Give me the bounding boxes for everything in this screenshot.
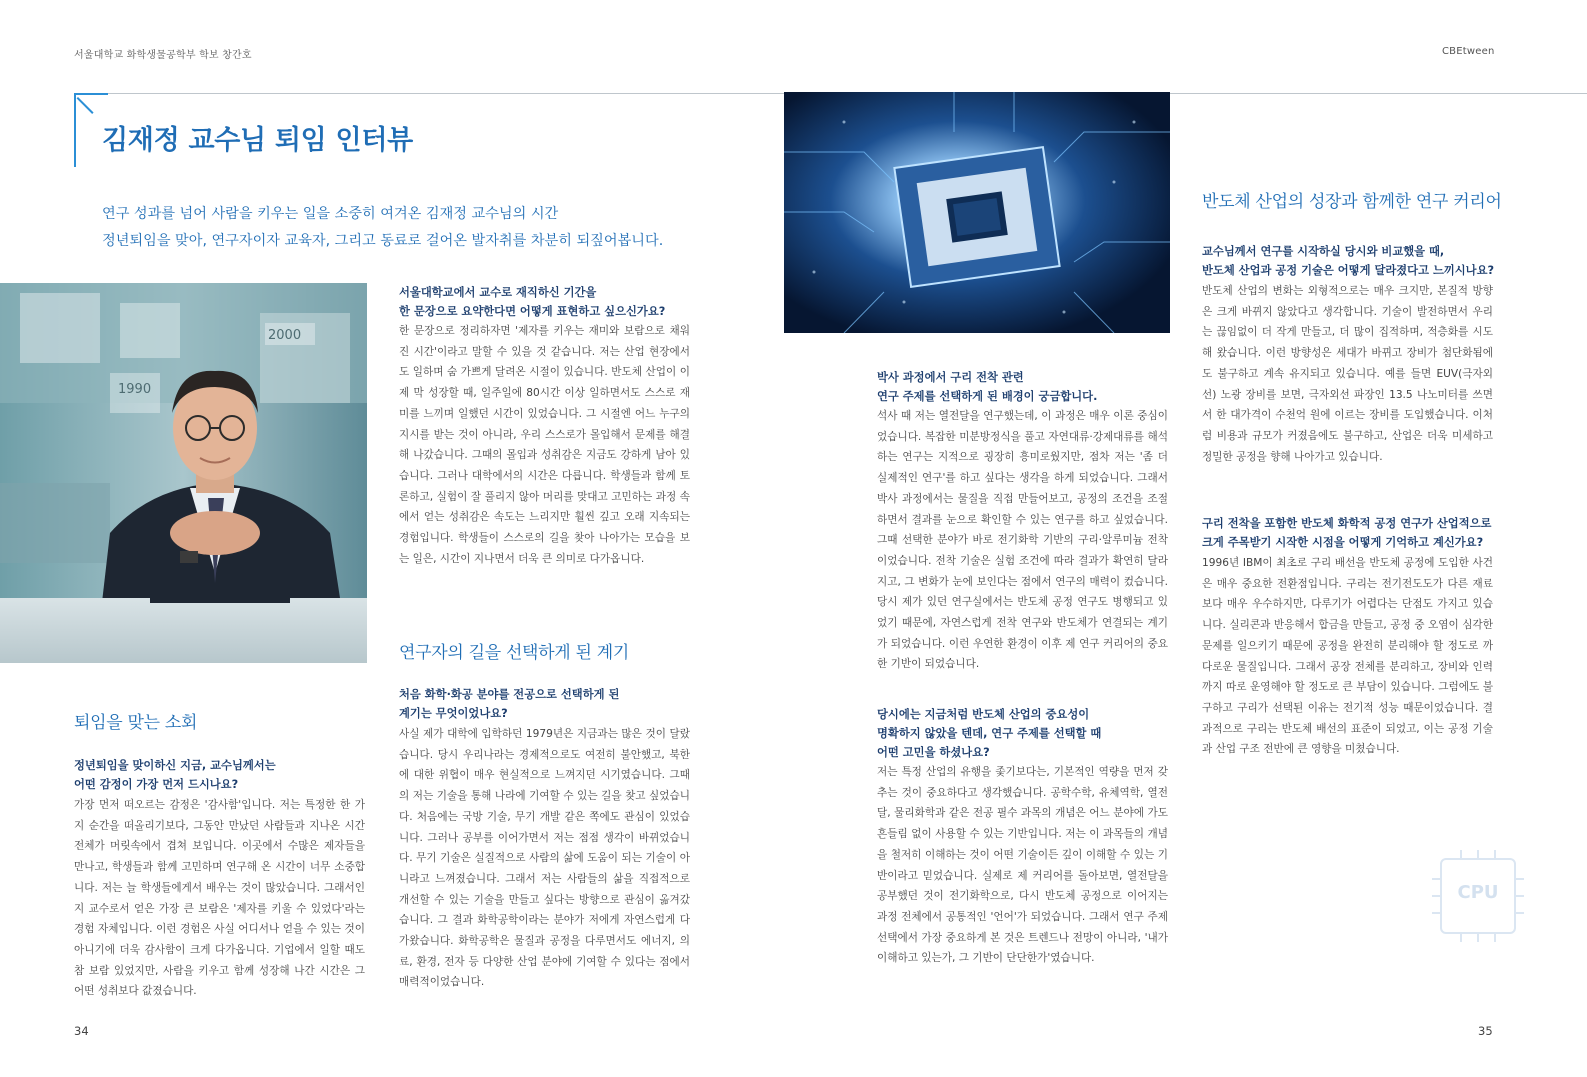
running-header-left: 서울대학교 화학생물공학부 학보 창간호 <box>74 50 252 61</box>
header-rule-left <box>90 93 784 94</box>
answer-retire: 가장 먼저 떠오르는 감정은 '감사함'입니다. 저는 특정한 한 가지 순간을 떠올리기보다, 그동안 만났던 사람들과 지나온 시간 전체가 머릿속에서 겹쳐 보입니다. 이곳에서 수많은 제자들을 만나고, 학생들과 함께 고민하며 연구해 온 시간이 너무 소중합니다. 저는 늘 학생들에게서 배우는 것이 많았습니다. 그래서인지 교수로서 얻은 가장 큰 보람은 '제자를 키울 수 있었다'라는 경험 자체입니다. 이런 경험은 사실 어디서나 얻을 수 있는 것이 아니기에 더욱 감사함이 크게 다가옵니다. 기업에서 일할 때도 참 보람 있었지만, 사람을 키우고 함께 성장해 나간 시간은 그 어떤 성취보다 값졌습니다. <box>74 799 365 998</box>
wall-sign-2000: 2000 <box>268 328 302 343</box>
question-importance: 당시에는 지금처럼 반도체 산업의 중요성이 명확하지 않았을 텐데, 연구 주제를 선택할 때 어떤 고민을 하셨나요? <box>877 708 1102 759</box>
semiconductor-chip-image <box>784 92 1170 333</box>
page-number-left: 34 <box>74 1024 89 1038</box>
answer-ibm: 1996년 IBM이 최초로 구리 배선을 반도체 공정에 도입한 사건은 매우 중요한 전환점입니다. 구리는 전기전도도가 다른 재료보다 매우 우수하지만, 다루기가 어렵다는 단점도 가지고 있습니다. 실리콘과 반응해서 합금을 만들고, 공정 중 오염이 심각한 문제를 일으키기 때문에 공정을 완전히 분리해야 할 정도로 까다로운 물질입니다. 그래서 공장 전체를 분리하고, 장비와 인력까지 따로 운영해야 할 정도로 큰 부담이 있습니다. 그럼에도 불구하고 구리가 선택된 이유는 전기적 성능 때문이었습니다. 결과적으로 구리는 반도체 배선의 표준이 되었고, 이는 공정 기술과 산업 구조 전반에 큰 영향을 미쳤습니다. <box>1202 557 1493 756</box>
answer-importance: 저는 특정 산업의 유행을 좇기보다는, 기본적인 역량을 먼저 갖추는 것이 중요하다고 생각했습니다. 공학수학, 유체역학, 열전달, 물리화학과 같은 전공 필수 과목의 개념은 어느 분야에 가도 흔들림 없이 사용할 수 있는 기반입니다. 저는 이 과목들의 개념을 철저히 이해하는 것이 어떤 기술이든 깊이 이해할 수 있는 기반이라고 믿었습니다. 실제로 제 커리어를 돌아보면, 열전달을 공부했던 것이 전기화학으로, 다시 반도체 공정으로 이어지는 과정 전체에서 공통적인 '언어'가 되었습니다. 그래서 연구 주제 선택에서 가장 중요하게 본 것은 트렌드나 전망이 아니라, '내가 이해하고 있는가, 그 기반이 단단한가'였습니다. <box>877 766 1168 965</box>
wall-sign-1990: 1990 <box>118 382 152 397</box>
question-tenure: 서울대학교에서 교수로 재직하신 기간을 한 문장으로 요약한다면 어떻게 표현하고 싶으신가요? <box>399 286 666 318</box>
professor-photo <box>0 283 367 663</box>
lead-line-2: 정년퇴임을 맞아, 연구자이자 교육자, 그리고 동료로 걸어온 발자취를 차분히 되짚어봅니다. <box>102 233 664 249</box>
page-number-right: 35 <box>1478 1024 1493 1038</box>
answer-semi: 반도체 산업의 변화는 외형적으로는 매우 크지만, 본질적 방향은 크게 바뀌지 않았다고 생각합니다. 기술이 발전하면서 우리는 끊임없이 더 작게 만들고, 더 많이 집적하며, 적층화를 시도해 왔습니다. 이런 방향성은 세대가 바뀌고 장비가 첨단화됨에도 불구하고 계속 유지되고 있습니다. 예를 들면 EUV(극자외선) 노광 장비를 보면, 극자외선 파장인 13.5 나노미터를 쓰면서 한 대가격이 수천억 원에 이르는 장비를 도입했습니다. 이처럼 비용과 규모가 커졌음에도 불구하고, 산업은 더욱 미세하고 정밀한 공정을 향해 나아가고 있습니다. <box>1202 285 1493 463</box>
section-heading-career: 연구자의 길을 선택하게 된 계기 <box>399 643 630 663</box>
section-heading-semi: 반도체 산업의 성장과 함께한 연구 커리어 <box>1202 192 1502 212</box>
answer-career: 사실 제가 대학에 입학하던 1979년은 지금과는 많은 것이 달랐습니다. 당시 우리나라는 경제적으로도 여전히 불안했고, 북한에 대한 위협이 매우 현실적으로 느껴지던 시기였습니다. 그때의 저는 기술을 통해 나라에 기여할 수 있는 길을 찾고 싶었습니다. 처음에는 국방 기술, 무기 개발 같은 쪽에도 관심이 있었습니다. 그러나 공부를 이어가면서 저는 점점 생각이 바뀌었습니다. 무기 기술은 실질적으로 사람의 삶에 도움이 되는 기술이 아니라고 느껴졌습니다. 그래서 저는 사람들의 삶을 직접적으로 개선할 수 있는 기술을 만들고 싶다는 방향으로 관심이 옮겨갔습니다. 그 결과 화학공학이라는 분야가 저에게 자연스럽게 다가왔습니다. 화학공학은 물질과 공정을 다루면서도 에너지, 의료, 환경, 전자 등 다양한 산업 분야에 기여할 수 있다는 점에서 매력적이었습니다. <box>399 728 690 989</box>
header-rule <box>1170 93 1587 94</box>
lead-line-1: 연구 성과를 넘어 사람을 키우는 일을 소중히 여겨온 김재정 교수님의 시간 <box>102 206 559 222</box>
page-title: 김재정 교수님 퇴임 인터뷰 <box>102 125 413 156</box>
answer-tenure: 한 문장으로 정리하자면 '제자를 키우는 재미와 보람으로 채워진 시간'이라고 말할 수 있을 것 같습니다. 저는 산업 현장에서도 일하며 숨 가쁘게 달려온 시절이 있습니다. 반도체 산업이 이제 막 성장할 때, 일주일에 80시간 이상 일하면서도 스스로 재미를 느끼며 일했던 시간이 있었습니다. 그 시절엔 어느 누구의 지시를 받는 것이 아니라, 우리 스스로가 몰입해서 문제를 해결해 나갔습니다. 그때의 몰입과 성취감은 지금도 강하게 남아 있습니다. 그러나 대학에서의 시간은 다릅니다. 학생들과 함께 토론하고, 실험이 잘 풀리지 않아 머리를 맞대고 고민하는 과정 속에서 얻는 성취감은 속도는 느리지만 훨씬 깊고 오래 지속되는 경험입니다. 학생들이 스스로의 길을 찾아 나아가는 모습을 보는 일은, 시간이 지나면서 더욱 큰 의미로 다가옵니다. <box>399 325 690 565</box>
running-header-right: CBEtween <box>1442 46 1495 57</box>
question-retire: 정년퇴임을 맞이하신 지금, 교수님께서는 어떤 감정이 가장 먼저 드시나요? <box>74 759 276 791</box>
question-copper: 박사 과정에서 구리 전착 관련 연구 주제를 선택하게 된 배경이 궁금합니다. <box>877 371 1098 403</box>
answer-copper: 석사 때 저는 열전달을 연구했는데, 이 과정은 매우 이론 중심이었습니다. 복잡한 미분방정식을 풀고 자연대류·강제대류를 해석하는 연구는 지적으로 굉장히 흥미로웠지만, 점차 저는 '좀 더 실제적인 연구'를 하고 싶다는 생각을 하게 되었습니다. 그래서 박사 과정에서는 물질을 직접 만들어보고, 공정의 조건을 조절하면서 결과를 눈으로 확인할 수 있는 연구를 하고 싶었습니다. 그때 선택한 분야가 바로 전기화학 기반의 구리·알루미늄 전착이었습니다. 전착 기술은 실험 조건에 따라 결과가 확연히 달라지고, 그 변화가 눈에 보인다는 점에서 연구의 매력이 컸습니다. 당시 제가 있던 연구실에서는 반도체 공정 연구도 병행되고 있었기 때문에, 자연스럽게 전착 연구와 반도체가 연결되는 계기가 되었습니다. 이런 우연한 환경이 이후 제 연구 커리어의 중요한 기반이 되었습니다. <box>877 410 1168 671</box>
question-career: 처음 화학·화공 분야를 전공으로 선택하게 된 계기는 무엇이었나요? <box>399 688 620 720</box>
cpu-icon <box>1440 858 1516 934</box>
section-heading-retire: 퇴임을 맞는 소회 <box>74 713 198 733</box>
cpu-icon-label: CPU <box>1457 882 1499 903</box>
question-ibm: 구리 전착을 포함한 반도체 화학적 공정 연구가 산업적으로 크게 주목받기 시작한 시점을 어떻게 기억하고 계신가요? <box>1202 517 1492 549</box>
lead-paragraph <box>102 201 782 255</box>
question-semi: 교수님께서 연구를 시작하실 당시와 비교했을 때, 반도체 산업과 공정 기술은 어떻게 달라졌다고 느끼시나요? <box>1202 245 1495 277</box>
